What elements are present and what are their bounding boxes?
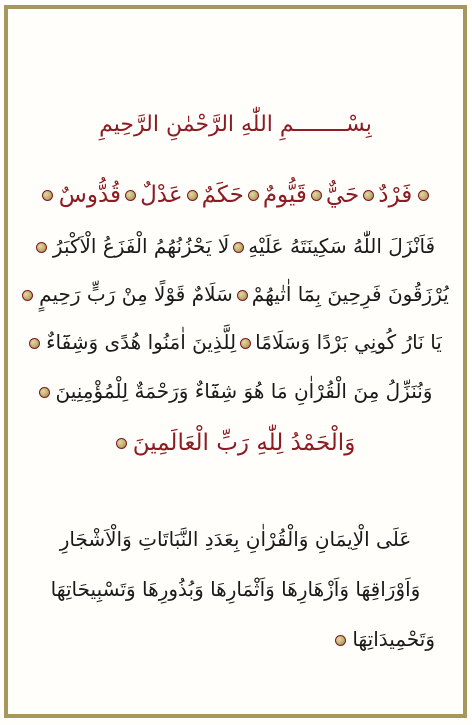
- ornament-dot-icon: [116, 438, 127, 449]
- name-fard: فَرْدٌ: [378, 182, 413, 208]
- ornament-dot-icon: [36, 242, 47, 253]
- hamd-text: وَالْحَمْدُ لِلّٰهِ رَبِّ الْعَالَمِينَ: [132, 430, 356, 456]
- verse-segment: سَلَامٌ قَوْلًا مِنْ رَبٍّ رَحِيمٍ: [39, 282, 233, 306]
- ornament-dot-icon: [237, 290, 248, 301]
- verse-segment: فَاَنْزَلَ اللّٰهُ سَكِينَتَهُ عَلَيْهِ: [248, 234, 436, 258]
- ornament-dot-icon: [335, 635, 346, 646]
- verse-line-4: [16, 330, 455, 354]
- verse-line-3: [16, 282, 455, 306]
- verse-line-5: [16, 379, 455, 403]
- verse-segment: لَا يَحْزُنُهُمُ الْفَزَعُ الْاَكْبَرُ: [52, 234, 230, 258]
- ornament-dot-icon: [29, 338, 40, 349]
- verse-line-2: [16, 234, 455, 258]
- name-hakam: حَكَمٌ: [201, 182, 244, 208]
- ornament-dot-icon: [125, 190, 136, 201]
- content-area: [16, 17, 455, 706]
- paragraph-line-1: عَلَى الْاِيمَانِ وَالْقُرْاٰنِ بِعَدَدِ النَّبَاتَاتِ وَالْاَشْجَارِ: [59, 527, 412, 551]
- basmala-heading: بِسْــــــــمِ اللّٰهِ الرَّحْمٰنِ الرَّحِيمِ: [99, 112, 372, 137]
- ornament-dot-icon: [42, 190, 53, 201]
- ornament-dot-icon: [39, 387, 50, 398]
- hamd-line: [16, 430, 455, 456]
- ornament-dot-icon: [363, 190, 374, 201]
- name-quddus: قُدُّوسٌ: [58, 182, 122, 208]
- ornament-dot-icon: [311, 190, 322, 201]
- paragraph-end-text: وَتَحْمِيدَاتِهَا: [352, 627, 435, 651]
- paragraph-line-2: وَاَوْرَاقِهَا وَاَزْهَارِهَا وَاَثْمَارِهَا وَبُذُورِهَا وَتَسْبِيحَاتِهَا: [50, 577, 421, 601]
- gold-border-frame: [4, 5, 467, 718]
- name-hayy: حَيٌّ: [325, 182, 360, 208]
- ornament-dot-icon: [418, 190, 429, 201]
- ornament-dot-icon: [233, 242, 244, 253]
- verse-segment: يَا نَارُ كُونِي بَرْدًا وَسَلَامًا: [255, 330, 442, 354]
- verse-segment: يُرْزَقُونَ فَرِحِينَ بِمَٓا اٰتٰيهُمْ: [251, 282, 449, 306]
- ornament-dot-icon: [22, 290, 33, 301]
- name-adl: عَدْلٌ: [140, 182, 183, 208]
- divine-names-line: [16, 182, 455, 208]
- ornament-dot-icon: [187, 190, 198, 201]
- verse-segment: وَنُنَزِّلُ مِنَ الْقُرْاٰنِ مَا هُوَ شِفَٓاءٌ وَرَحْمَةٌ لِلْمُؤْمِنِينَ: [55, 379, 433, 403]
- ornament-dot-icon: [248, 190, 259, 201]
- paragraph-line-3: [16, 627, 455, 651]
- ornament-dot-icon: [240, 338, 251, 349]
- name-qayyum: قَيُّومٌ: [262, 182, 307, 208]
- verse-segment: لِلَّذِينَ اٰمَنُوا هُدًى وَشِفَٓاءٌ: [46, 330, 237, 354]
